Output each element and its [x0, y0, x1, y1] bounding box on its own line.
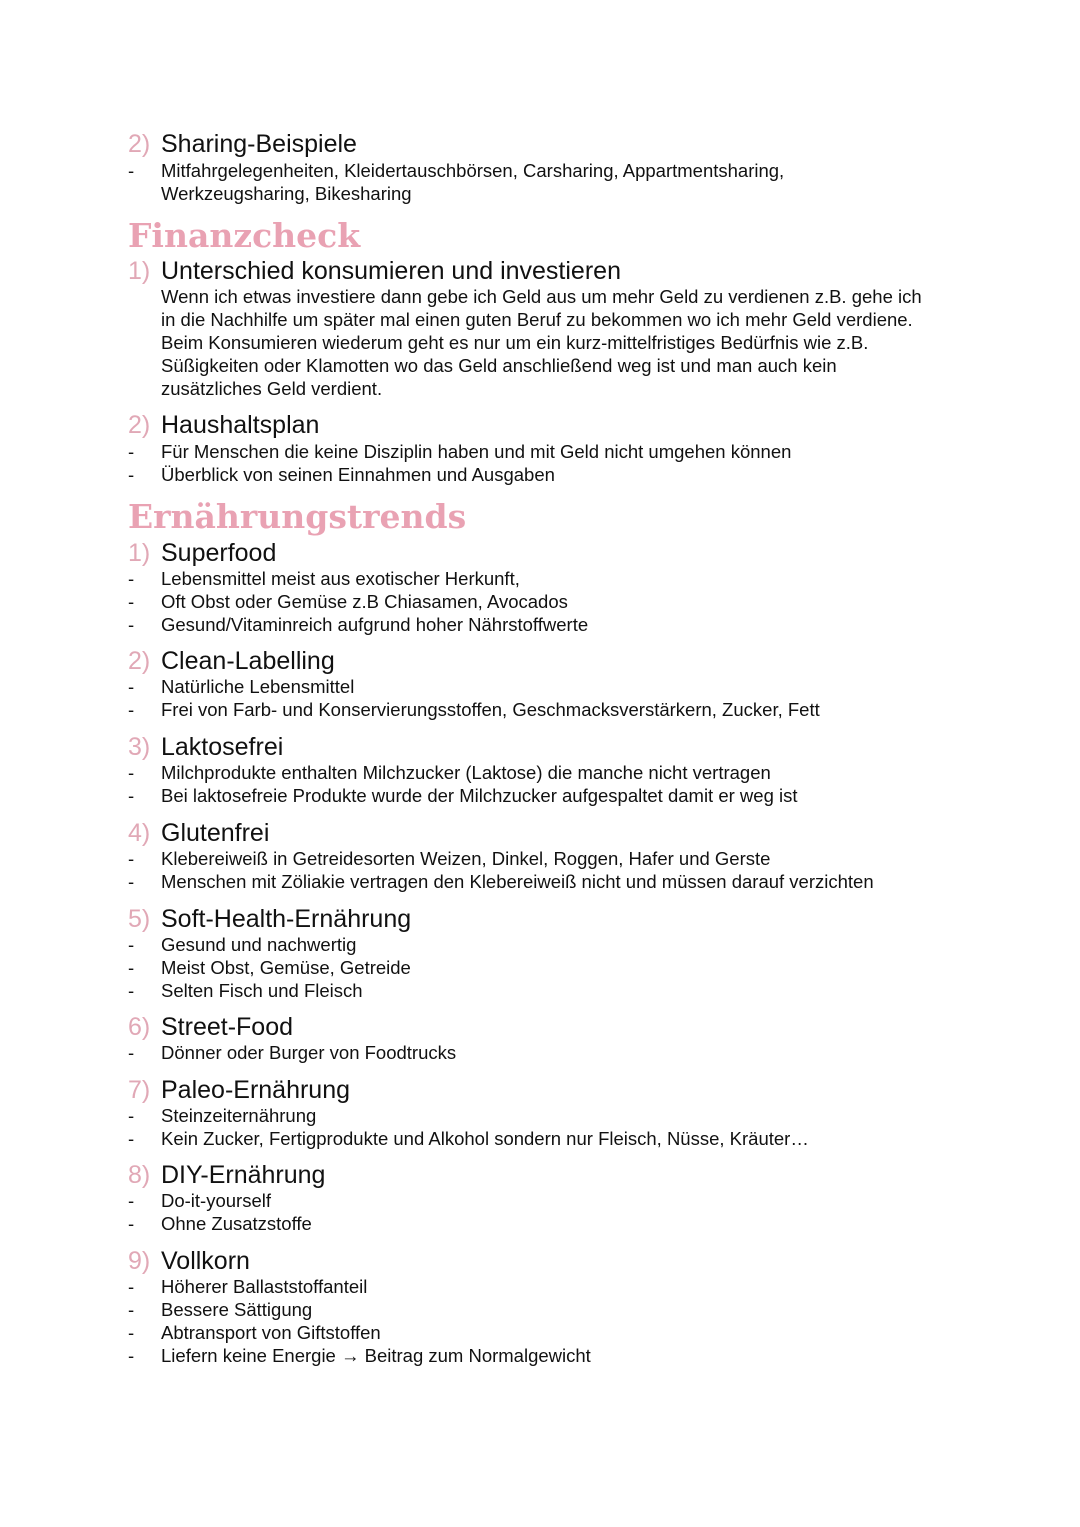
item-paleo: 7) Paleo-Ernährung - Steinzeiternährung - Kein Zucker, Fertigprodukte und Alkohol sondern nur Fleisch, Nüsse, Kräuter…	[128, 1076, 809, 1149]
item-superfood: 1) Superfood - Lebensmittel meist aus exotischer Herkunft, - Oft Obst oder Gemüse z.B Chiasamen, Avocados - Gesund/Vitaminreich aufgrund hoher Nährstoffwerte	[128, 539, 589, 635]
item-title: Paleo-Ernährung	[161, 1076, 351, 1104]
item-glutenfrei: 4) Glutenfrei - Klebereiweiß in Getreidesorten Weizen, Dinkel, Roggen, Hafer und Gerste - Menschen mit Zöliakie vertragen den Klebereiweiß nicht und müssen darauf verzichten	[128, 819, 874, 892]
item-haushaltsplan: 2) Haushaltsplan - Für Menschen die keine Disziplin haben und mit Geld nicht umgehen können - Überblick von seinen Einnahmen und Ausgaben	[128, 411, 792, 485]
item-konsumieren-investieren	[128, 258, 948, 408]
item-clean-labelling: 2) Clean-Labelling - Natürliche Lebensmittel - Frei von Farb- und Konservierungsstoffen, Geschmacksverstärkern, Zucker, Fett	[128, 647, 820, 720]
item-street-food: 6) Street-Food - Dönner oder Burger von Foodtrucks	[128, 1013, 457, 1063]
item-title: Vollkorn	[161, 1247, 250, 1275]
section-title-ernaehrungstrends: Ernährungstrends	[128, 497, 467, 536]
item-title: Clean-Labelling	[161, 647, 335, 675]
item-diy: 8) DIY-Ernährung - Do-it-yourself - Ohne Zusatzstoffe	[128, 1161, 326, 1234]
item-number: 6)	[128, 1013, 151, 1041]
item-number: 2)	[128, 647, 151, 675]
item-title: Sharing-Beispiele	[161, 130, 357, 158]
item-title: Haushaltsplan	[161, 411, 320, 439]
item-number: 7)	[128, 1076, 151, 1104]
item-number: 1)	[128, 257, 151, 285]
item-number: 8)	[128, 1161, 151, 1189]
item-sharing-beispiele: 2) Sharing-Beispiele - Mitfahrgelegenheiten, Kleidertauschbörsen, Carsharing, Appartmentsharing, Werkzeugsharing, Bikesharing	[128, 130, 785, 204]
item-number: 5)	[128, 905, 151, 933]
item-title: DIY-Ernährung	[161, 1161, 326, 1189]
item-number: 1)	[128, 539, 151, 567]
item-number: 3)	[128, 733, 151, 761]
item-vollkorn: 9) Vollkorn - Höherer Ballaststoffanteil - Bessere Sättigung - Abtransport von Giftstoffen - Liefern keine Energie → Beitrag zum Normalgewicht	[128, 1247, 591, 1366]
item-paragraph: Wenn ich etwas investiere dann gebe ich Geld aus um mehr Geld zu verdienen z.B. gehe ich in die Nachhilfe um später mal einen guten Beruf zu bekommen wo ich mehr Geld verdiene. Beim Konsumieren wiederum geht es nur um ein kurz-mittelfristiges Bedürfnis wie z.B. Süßigkeiten oder Klamotten wo das Geld anschließend weg ist und man auch kein zusätzliches Geld verdient.	[161, 286, 922, 399]
item-soft-health: 5) Soft-Health-Ernährung - Gesund und nachwertig - Meist Obst, Gemüse, Getreide - Selten Fisch und Fleisch	[128, 905, 412, 1001]
item-title: Superfood	[161, 539, 277, 567]
item-number: 2)	[128, 130, 151, 158]
item-number: 9)	[128, 1247, 151, 1275]
item-title: Soft-Health-Ernährung	[161, 905, 412, 933]
item-title: Unterschied konsumieren und investieren	[161, 257, 621, 285]
item-number: 4)	[128, 819, 151, 847]
section-title-finanzcheck: Finanzcheck	[128, 216, 361, 255]
item-title: Laktosefrei	[161, 733, 284, 761]
item-number: 2)	[128, 411, 151, 439]
item-laktosefrei: 3) Laktosefrei - Milchprodukte enthalten Milchzucker (Laktose) die manche nicht vertragen - Bei laktosefreie Produkte wurde der Milchzucker aufgespaltet damit er weg ist	[128, 733, 798, 806]
item-title: Glutenfrei	[161, 819, 270, 847]
item-title: Street-Food	[161, 1013, 294, 1041]
